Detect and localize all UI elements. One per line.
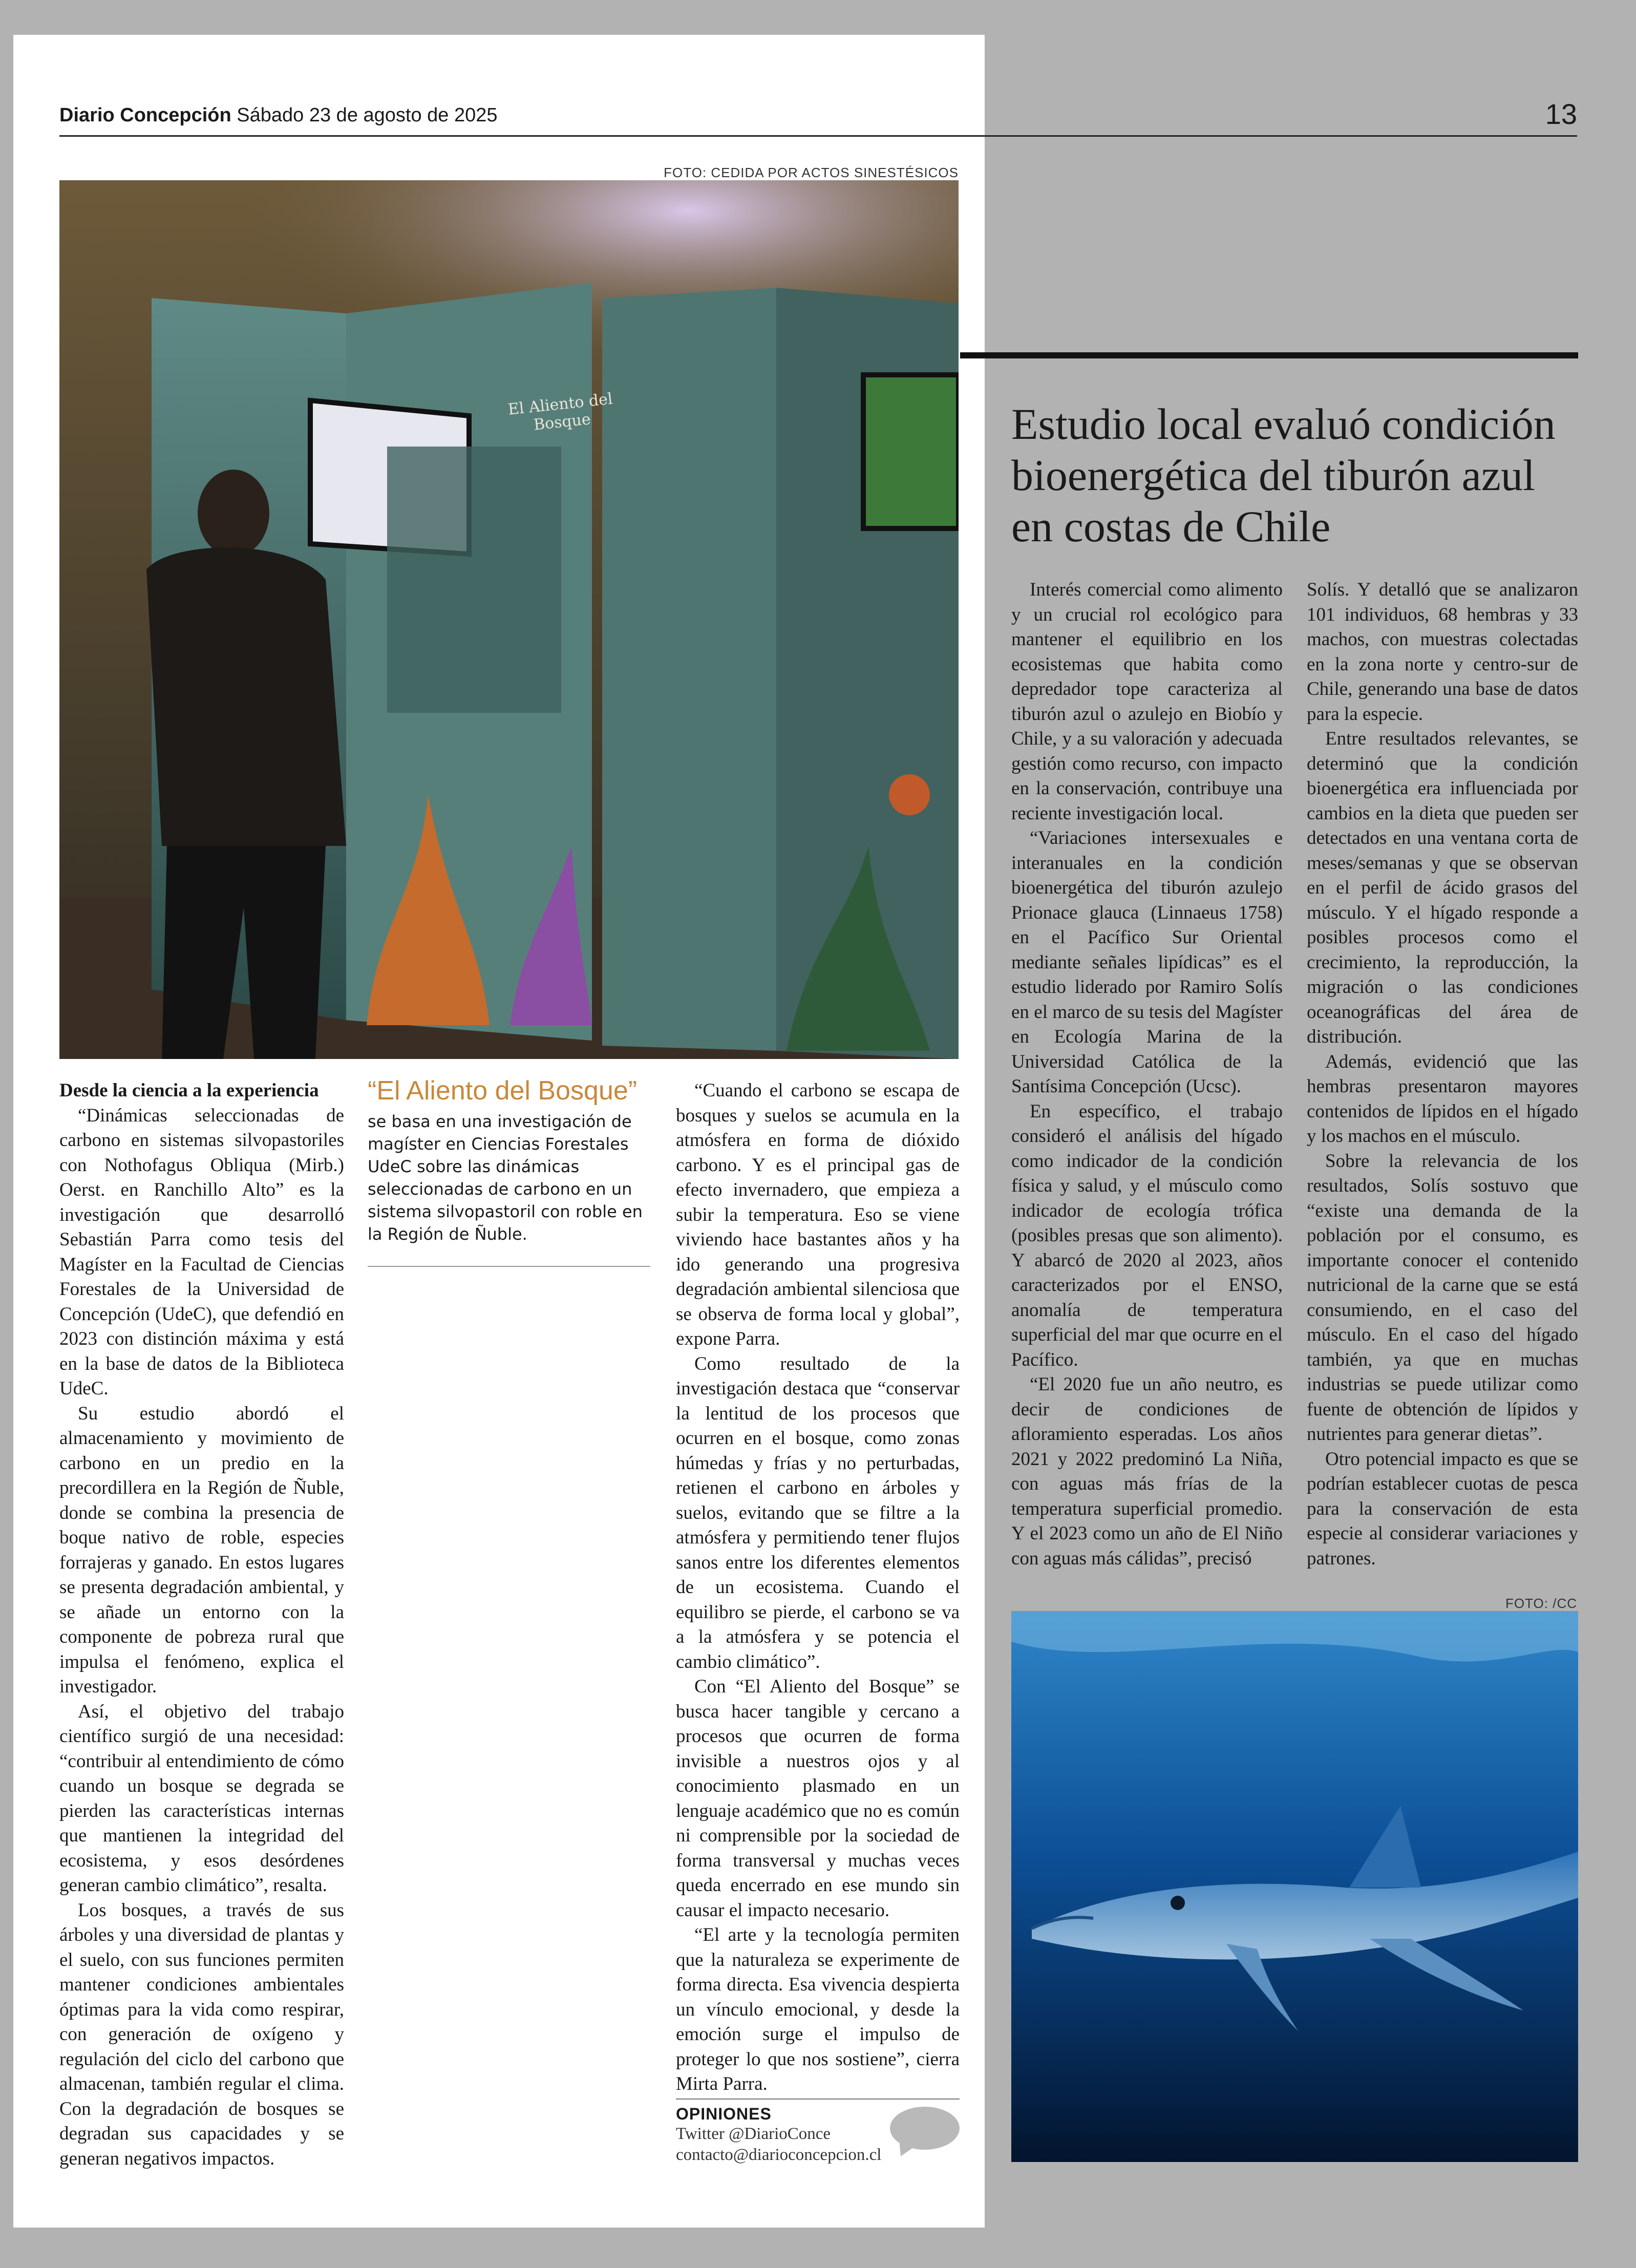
exhibition-photo [59,180,959,1059]
pull-quote-body: se basa en una investigación de magíster en Ciencias Forestales UdeC sobre las dinámicas seleccionadas de carbono en un sistema silvopastoril con roble en la Región de Ñuble. [368,1112,643,1244]
article2-column-1 [1011,578,1283,1571]
opinion-twitter[interactable]: Twitter @DiarioConce [676,2125,831,2143]
article2-paragraph: Entre resultados relevantes, se determinó que la condición bioenergética era influenciada por cambios en la dieta que pueden ser detectados en una ventana corta de meses/semanas y que se observan en el perfil de ácido grasos del músculo. Y el hígado responde a posibles procesos como el crecimiento, la reproducción, la migración o las condiciones oceanográficas del área de distribución. [1307,728,1578,1047]
article2-headline: Estudio local evaluó condición bioenergética del tiburón azul en costas de Chile [1011,399,1556,551]
article1-paragraph: Los bosques, a través de sus árboles y una diversidad de plantas y el suelo, con sus funciones permiten mantener condiciones ambientales óptimas para la vida como respirar, con generación de oxígeno y regulación del ciclo del carbono que almacenan, también regular el clima. Con la degradación de bosques se degradan sus capacidades y se generan negativos impactos. [59,1899,344,2169]
article1-paragraph: Así, el objetivo del trabajo científico surgió de una necesidad: “contribuir al entendimiento de cómo cuando un bosque se degrada se pierden las características internas que mantienen la integridad del ecosistema, y esos desórdenes generan cambio climático”, resalta. [59,1701,344,1896]
blue-shark-photo [1011,1611,1578,2162]
article1-paragraph: Con “El Aliento del Bosque” se busca hacer tangible y cercano a procesos que ocurren de forma invisible a nuestros ojos y al conocimiento plasmado en un lenguaje académico que no es común ni comprensible por la sociedad de forma transversal y muchas veces queda encerrado en ese mundo sin causar el impacto necesario. [676,1676,960,1921]
article2-paragraph: En específico, el trabajo consideró el análisis del hígado como indicador de la condición física y salud, y el músculo como indicador de ecología trófica (posibles presas que son alimento). Y abarcó de 2020 al 2023, años caracterizados por el ENSO, anomalía de temperatura superficial del mar que ocurre en el Pacífico. [1011,1100,1283,1370]
opinion-box [676,2099,960,2166]
article1-paragraph: “Cuando el carbono se escapa de bosques y suelos se acumula en la atmósfera en forma de dióxido carbono. Y es el principal gas de efecto invernadero, que empieza a subir la temperatura. Eso se viene viviendo hace bastantes años y ha ido generando una progresiva degradación ambiental silenciosa que se observa de forma local y global”, expone Parra. [676,1080,960,1349]
article2-paragraph: “Variaciones intersexuales e interanuales en la condición bioenergética del tiburón azulejo Prionace glauca (Linnaeus 1758) en el Pacífico Sur Oriental mediante señales lipídicas” es el estudio liderado por Ramiro Solís en el marco de su tesis del Magíster en Ecología Marina de la Universidad Católica de la Santísima Concepción (Ucsc). [1011,828,1283,1097]
article2-paragraph: Además, evidenció que las hembras presentaron mayores contenidos de lípidos en el hígado y los machos en el músculo. [1307,1051,1578,1147]
article2-paragraph: Otro potencial impacto es que se podrían establecer cuotas de pesca para la conservación de esta especie al considerar variaciones y patrones. [1307,1448,1578,1569]
article1-paragraph: Como resultado de la investigación destaca que “conservar la lentitud de los procesos que ocurren en el bosque, como zonas húmedas y frías y no perturbadas, retienen el carbono en árboles y suelos, evitando que se filtre a la atmósfera y permitiendo tener flujos sanos entre los diferentes elementos de un ecosistema. Cuando el equilibro se pierde, el carbono se va a la atmósfera y se potencia el cambio climático”. [676,1353,960,1672]
opinion-label: OPINIONES [676,2105,772,2123]
article2-column-2 [1307,578,1578,1571]
newspaper-name: Diario Concepción [59,104,231,126]
photo-credit-exhibition: FOTO: CEDIDA POR ACTOS SINESTÉSICOS [664,165,959,180]
article2-top-rule [960,352,1578,358]
article1-paragraph: Su estudio abordó el almacenamiento y movimiento de carbono en un predio en la precordillera en la Región de Ñuble, donde se combina la presencia de boque nativo de roble, especies forrajeras y ganado. En estos lugares se presenta degradación ambiental, y se añade un entorno con la componente de pobreza rural que impulsa el fenómeno, explica el investigador. [59,1403,344,1697]
pull-quote-title: “El Aliento del Bosque” [368,1076,638,1106]
issue-date: Sábado 23 de agosto de 2025 [237,104,498,126]
pull-quote [368,1075,650,1267]
article1-column-1 [59,1078,344,2171]
article2-paragraph: Sobre la relevancia de los resultados, Solís sostuvo que “existe una demanda de la población por el consumo, es importante conocer el contenido nutricional de la carne que se está consumiendo, en el caso del músculo. En el caso del hígado también, ya que en muchas industrias se puede utilizar como fuente de obtención de lípidos y nutrientes para generar dietas”. [1307,1150,1578,1445]
page-header [59,98,1577,137]
article1-column-3 [676,1078,960,2097]
article1-paragraph: “Dinámicas seleccionadas de carbono en sistemas silvopastoriles con Nothofagus Obliqua (Mirb.) Oerst. en Ranchillo Alto” es la investigación que desarrolló Sebastián Parra como tesis del Magíster en la Facultad de Ciencias Forestales de la Universidad de Concepción (UdeC), que defendió en 2023 con distinción máxima y está en la base de datos de la Biblioteca UdeC. [59,1105,344,1399]
header-dateline [59,104,498,126]
page-number: 13 [1545,98,1577,130]
speech-bubble-icon [890,2107,960,2150]
exhibit-panel-title: El Aliento del Bosque [507,390,614,434]
article2-paragraph: “El 2020 fue un año neutro, es decir de condiciones de afloramiento esperadas. Los años 2021 y 2022 predominó La Niña, con aguas más frías de la temperatura superficial promedio. Y el 2023 como un año de El Niño con aguas más cálidas”, precisó [1011,1374,1283,1569]
article1-subheading: Desde la ciencia a la experiencia [59,1080,319,1101]
photo-credit-shark: FOTO: /CC [1505,1596,1577,1611]
article2-paragraph: Solís. Y detalló que se analizaron 101 individuos, 68 hembras y 33 machos, con muestras colectadas en la zona norte y centro-sur de Chile, generando una base de datos para la especie. [1307,579,1578,725]
opinion-email[interactable]: contacto@diarioconcepcion.cl [676,2146,882,2164]
article1-paragraph: “El arte y la tecnología permiten que la naturaleza se experimente de forma directa. Esa vivencia despierta un vínculo emocional, y desde la emoción surge el impulso de proteger lo que nos sostiene”, cierra Mirta Parra. [676,1924,960,2094]
article2-paragraph: Interés comercial como alimento y un crucial rol ecológico para mantener el equilibrio en los ecosistemas que habita como depredador tope caracteriza al tiburón azul o azulejo en Biobío y Chile, y a su valoración y adecuada gestión como recurso, con impacto en la conservación, contribuye una reciente investigación local. [1011,579,1283,824]
pull-quote-divider [368,1266,650,1267]
